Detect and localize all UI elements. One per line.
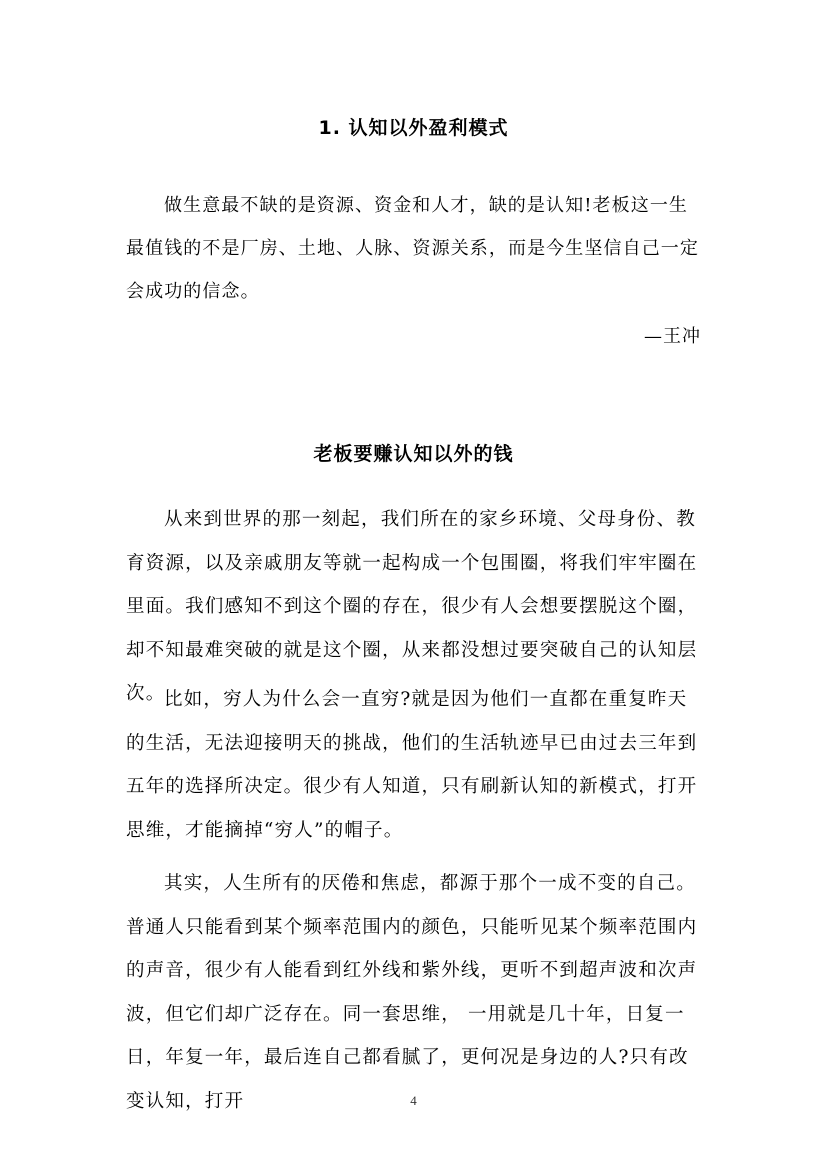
article-title: 老板要赚认知以外的钱 bbox=[313, 443, 514, 465]
body-paragraph: 从来到世界的那一刻起，我们所在的家乡环境、父母身份、教育资源，以及亲戚朋友等就一起构成一个包围圈，将我们牢牢圈在里面。我们感知不到这个圈的存在，很少有人会想要摆脱这个圈，却不知最难突破的就是这个圈，从来都没想过要突破自己的认知层次。 bbox=[126, 509, 698, 704]
quote-author: —王冲 bbox=[644, 326, 701, 347]
body-paragraph: 比如，穷人为什么会一直穷?就是因为他们一直都在重复昨天的生活，无法迎接明天的挑战，他们的生活轨迹早已由过去三年到五年的选择所决定。很少有人知道，只有刷新认知的新模式，打开思维，才能摘掉“穷人”的帽子。 bbox=[126, 689, 698, 841]
page-number: 4 bbox=[410, 1093, 417, 1108]
section-heading: 1. 认知以外盈利模式 bbox=[318, 117, 509, 139]
body-paragraph: 其实，人生所有的厌倦和焦虑，都源于那个一成不变的自己。普通人只能看到某个频率范围内的颜色，只能听见某个频率范围内的声音，很少有人能看到红外线和紫外线，更听不到超声波和次声波，但它们却广泛存在。同一套思维， 一用就是几十年，日复一日，年复一年，最后连自己都看腻了，更何况是身边的人?只有改变认知，打开 bbox=[126, 873, 698, 1112]
opening-quote: 做生意最不缺的是资源、资金和人才，缺的是认知!老板这一生最值钱的不是厂房、土地、人脉、资源关系，而是今生坚信自己一定会成功的信念。 bbox=[126, 195, 699, 302]
